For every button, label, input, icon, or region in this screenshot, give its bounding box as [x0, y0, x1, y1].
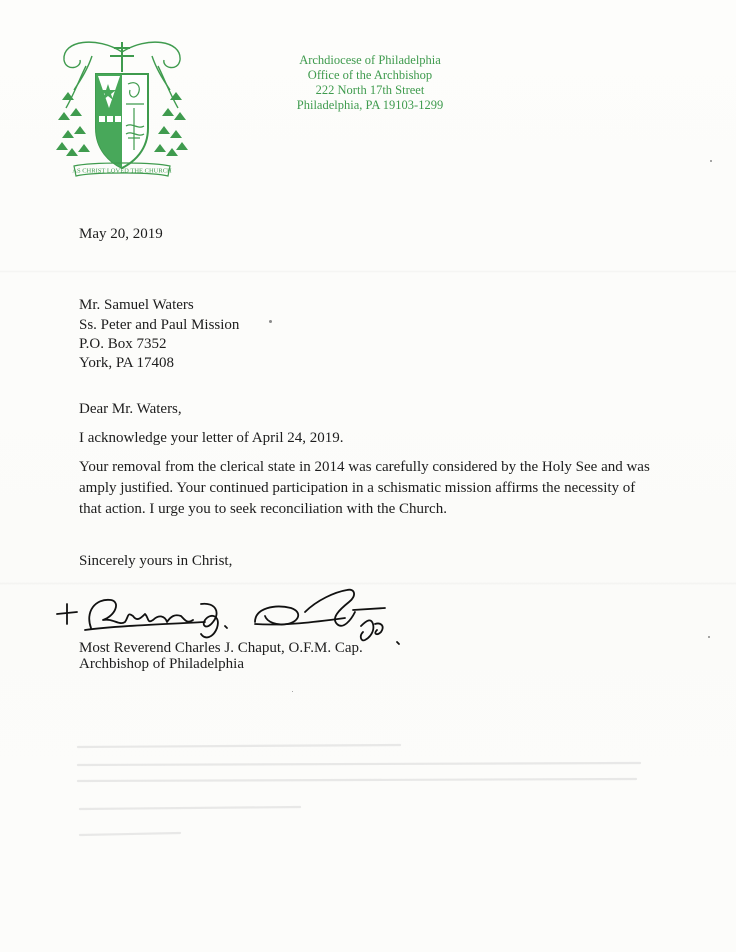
body-paragraph: I acknowledge your letter of April 24, 2019.: [79, 430, 344, 446]
signer-name: Most Reverend Charles J. Chaput, O.F.M. Cap.: [79, 640, 363, 656]
recipient-city: York, PA 17408: [79, 355, 175, 371]
recipient-name: Mr. Samuel Waters: [79, 297, 194, 313]
letterhead-line: 222 North 17th Street: [315, 83, 425, 97]
body-paragraph: Your removal from the clerical state in 2014 was carefully considered by the Holy See and was amply justified. Your continued participation in a schismatic mission affirms the necessity of that action. I urge you to seek reconciliation with the Church.: [79, 459, 650, 517]
closing: Sincerely yours in Christ,: [79, 553, 233, 569]
paper-speck: [292, 691, 293, 692]
paper-speck: [269, 320, 272, 323]
coat-of-arms-icon: [52, 38, 192, 184]
recipient-organization: Ss. Peter and Paul Mission: [79, 317, 240, 333]
letterhead-line: Philadelphia, PA 19103-1299: [296, 98, 444, 112]
fold-line: [0, 270, 736, 273]
paper-speck: [708, 636, 710, 638]
show-through-text: [70, 735, 670, 845]
letterhead-address: [260, 53, 480, 113]
paper-speck: [710, 160, 712, 162]
letterhead-line: Archdiocese of Philadelphia: [299, 53, 441, 67]
handwritten-signature: [55, 582, 415, 662]
recipient-po-box: P.O. Box 7352: [79, 336, 167, 352]
salutation: Dear Mr. Waters,: [79, 401, 182, 417]
crest-motto: AS CHRIST LOVED THE CHURCH: [72, 167, 172, 175]
letter-date: May 20, 2019: [79, 226, 163, 242]
letterhead-line: Office of the Archbishop: [307, 68, 433, 82]
signer-title: Archbishop of Philadelphia: [79, 656, 244, 672]
